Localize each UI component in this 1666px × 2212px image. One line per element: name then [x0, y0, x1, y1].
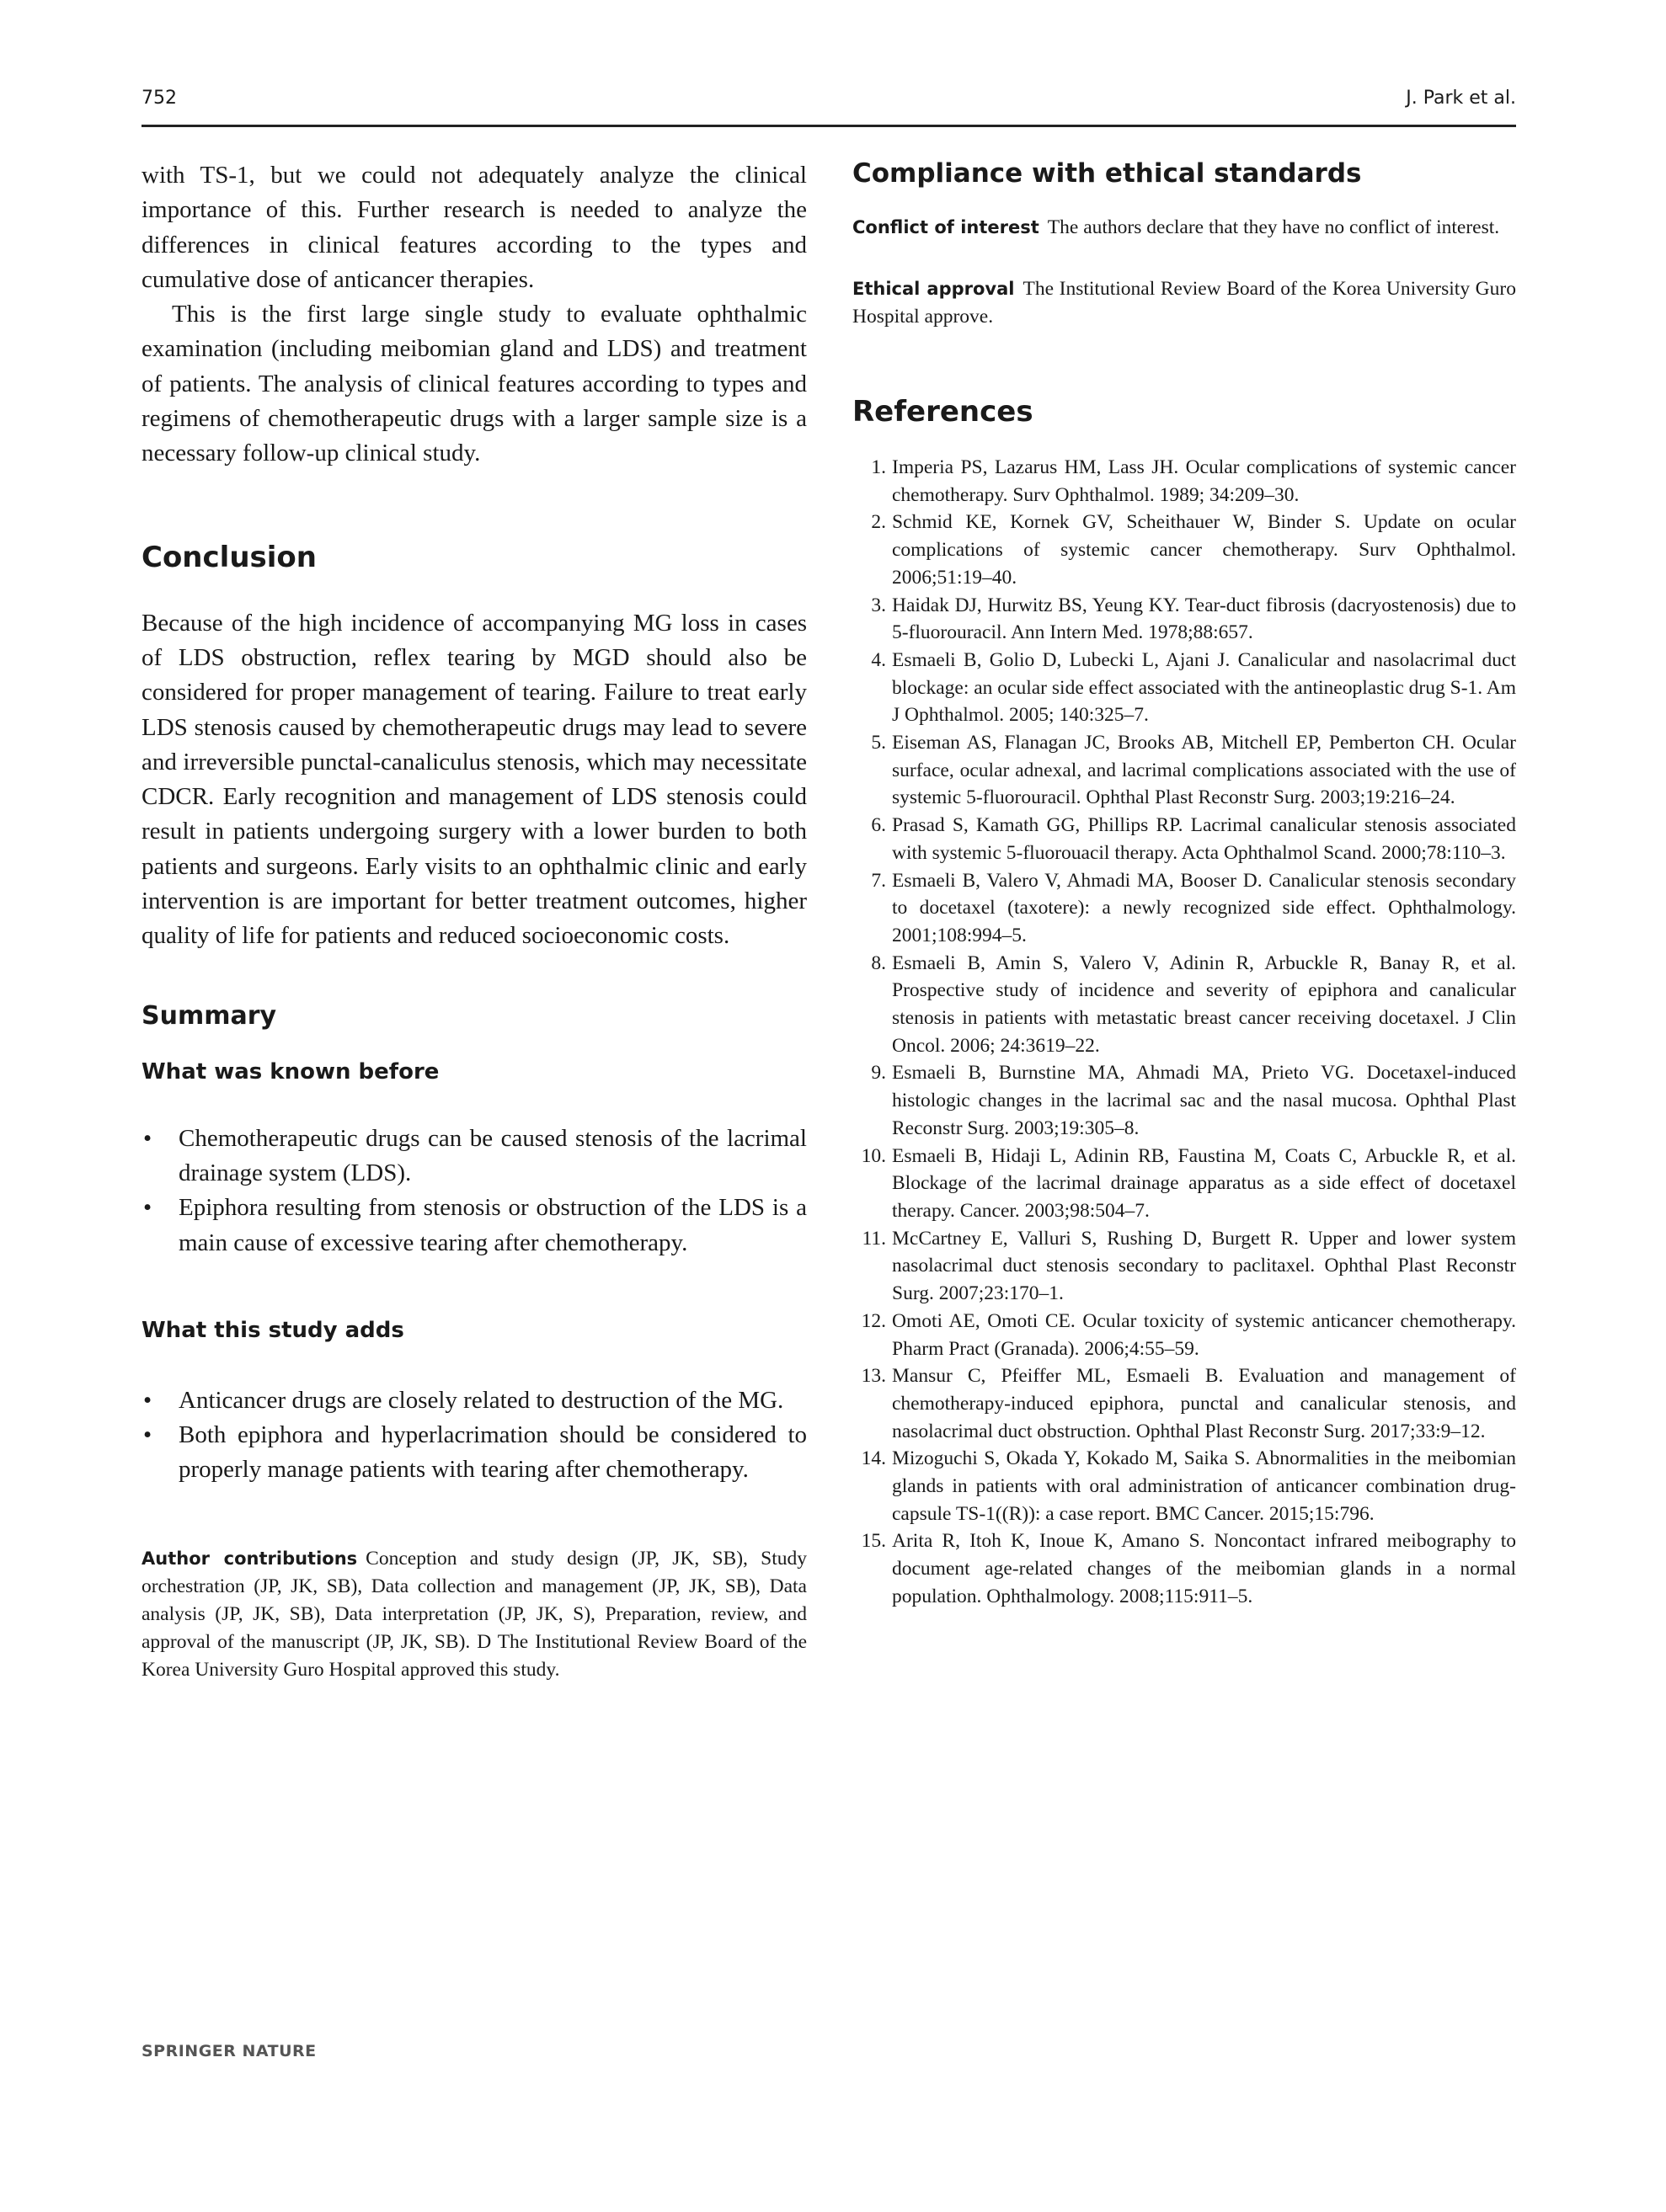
reference-text: Eiseman AS, Flanagan JC, Brooks AB, Mitchell EP, Pemberton CH. Ocular surface, ocular adnexal, and lacrimal complications associated with the use of systemic 5-fluorouracil. Ophthal Plast Reconstr Surg. 2003;19:216–24.: [892, 732, 1516, 809]
reference-text: Haidak DJ, Hurwitz BS, Yeung KY. Tear-duct fibrosis (dacryostenosis) due to 5-fluorouracil. Ann Intern Med. 1978;88:657.: [892, 594, 1516, 644]
reference-number: 13.: [861, 1365, 886, 1388]
reference-item: [852, 1143, 1516, 1225]
left-column: [142, 158, 807, 1684]
bullet-icon: •: [143, 1421, 152, 1449]
study-adds-list: [142, 1383, 807, 1488]
reference-item: [852, 647, 1516, 729]
header-rule: [142, 125, 1516, 127]
reference-item: [852, 1059, 1516, 1142]
known-before-heading: What was known before: [142, 1058, 440, 1085]
reference-text: Esmaeli B, Valero V, Ahmadi MA, Booser D. Canalicular stenosis secondary to docetaxel (taxotere): a newly recognized side effect. Ophthalmology. 2001;108:994–5.: [892, 869, 1516, 946]
list-item: • Anticancer drugs are closely related to destruction of the MG.: [142, 1383, 807, 1418]
reference-item: [852, 1308, 1516, 1362]
references-list: [852, 454, 1516, 1611]
reference-text: Prasad S, Kamath GG, Phillips RP. Lacrimal canalicular stenosis associated with systemic 5-fluorouacil therapy. Acta Ophthalmol Scand. 2000;78:110–3.: [892, 814, 1516, 864]
springer-nature-logo: SPRINGER NATURE: [142, 2042, 317, 2060]
author-contributions: [142, 1545, 807, 1684]
reference-text: Omoti AE, Omoti CE. Ocular toxicity of systemic anticancer chemotherapy. Pharm Pract (Granada). 2006;4:55–59.: [892, 1309, 1516, 1360]
paragraph-2: This is the first large single study to evaluate ophthalmic examination (including meibomian gland and LDS) and treatment of patients. The analysis of clinical features according to types and regimens of chemotherapeutic drugs with a larger sample size is a necessary follow-up clinical study.: [142, 301, 807, 467]
reference-number: 4.: [871, 648, 886, 671]
ethical-label: Ethical approval: [852, 279, 1015, 299]
conflict-text: The authors declare that they have no conflict of interest.: [1047, 216, 1500, 238]
reference-number: 10.: [861, 1144, 886, 1167]
reference-number: 3.: [871, 594, 886, 616]
known-before-list: [142, 1122, 807, 1261]
reference-text: Arita R, Itoh K, Inoue K, Amano S. Noncontact infrared meibography to document age-related changes of the meibomian glands in a normal population. Ophthalmology. 2008;115:911–5.: [892, 1530, 1516, 1607]
reference-item: [852, 1445, 1516, 1527]
reference-item: [852, 592, 1516, 647]
study-adds-heading: What this study adds: [142, 1317, 404, 1343]
list-item: • Both epiphora and hyperlacrimation should be considered to properly manage patients with tearing after chemotherapy.: [142, 1418, 807, 1488]
reference-item: [852, 1362, 1516, 1445]
page-number: 752: [142, 88, 177, 109]
author-contributions-label: Author contributions: [142, 1548, 358, 1569]
conclusion-text: Because of the high incidence of accompanying MG loss in cases of LDS obstruction, reflex tearing by MGD should also be considered for proper management of tearing. Failure to treat early LDS stenosis caused by chemotherapeutic drugs may lead to severe and irreversible punctal-canaliculus stenosis, which may necessitate CDCR. Early recognition and management of LDS stenosis could result in patients undergoing surgery with a lower burden to both patients and surgeons. Early visits to an ophthalmic clinic and early intervention is are important for better treatment outcomes, higher quality of life for patients and reduced socioeconomic costs.: [142, 609, 807, 950]
reference-number: 1.: [871, 456, 886, 478]
reference-item: [852, 509, 1516, 591]
reference-item: [852, 812, 1516, 866]
bullet-icon: •: [143, 1386, 152, 1414]
bullet-icon: •: [143, 1194, 152, 1222]
ethical-text: The Institutional Review Board of the Korea University Guro Hospital approve.: [852, 278, 1516, 328]
conflict-of-interest: [852, 214, 1516, 242]
reference-item: [852, 950, 1516, 1060]
reference-item: [852, 729, 1516, 812]
page-header: [142, 88, 1516, 130]
reference-number: 14.: [861, 1447, 886, 1470]
bullet-icon: •: [143, 1124, 152, 1152]
reference-text: Imperia PS, Lazarus HM, Lass JH. Ocular complications of systemic cancer chemotherapy. Surv Ophthalmol. 1989; 34:209–30.: [892, 456, 1516, 506]
reference-number: 8.: [871, 951, 886, 974]
summary-heading: Summary: [142, 1000, 277, 1031]
conflict-label: Conflict of interest: [852, 217, 1039, 237]
paragraph-1: with TS-1, but we could not adequately analyze the clinical importance of this. Further research is needed to analyze the differences in clinical features according to the types and cumulative dose of anticancer therapies.: [142, 162, 807, 293]
reference-text: Mansur C, Pfeiffer ML, Esmaeli B. Evaluation and management of chemotherapy-induced epiphora, punctal and canalicular stenosis, and nasolacrimal duct obstruction. Ophthal Plast Reconstr Surg. 2017;33:9–12.: [892, 1365, 1516, 1442]
author-contributions-text: Conception and study design (JP, JK, SB), Study orchestration (JP, JK, SB), Data collection and management (JP, JK, SB), Data analysis (JP, JK, SB), Data interpretation (JP, JK, S), Preparation, review, and approval of the manuscript (JP, JK, SB). D The Institutional Review Board of the Korea University Guro Hospital approved this study.: [142, 1547, 807, 1681]
reference-item: [852, 1527, 1516, 1610]
right-column: [852, 158, 1516, 1611]
reference-item: [852, 867, 1516, 950]
reference-item: [852, 1225, 1516, 1308]
reference-text: McCartney E, Valluri S, Rushing D, Burgett R. Upper and lower system nasolacrimal duct stenosis secondary to paclitaxel. Ophthal Plast Reconstr Surg. 2007;23:170–1.: [892, 1227, 1516, 1305]
reference-number: 6.: [871, 814, 886, 837]
conclusion-heading: Conclusion: [142, 540, 317, 574]
reference-text: Esmaeli B, Burnstine MA, Ahmadi MA, Prieto VG. Docetaxel-induced histologic changes in the lacrimal sac and the nasal mucosa. Ophthal Plast Reconstr Surg. 2003;19:305–8.: [892, 1062, 1516, 1139]
reference-number: 12.: [861, 1309, 886, 1332]
reference-number: 11.: [862, 1227, 886, 1250]
compliance-heading: Compliance with ethical standards: [852, 158, 1362, 189]
reference-number: 5.: [871, 732, 886, 754]
reference-text: Schmid KE, Kornek GV, Scheithauer W, Binder S. Update on ocular complications of systemic cancer chemotherapy. Surv Ophthalmol. 2006;51:19–40.: [892, 511, 1516, 589]
reference-text: Mizoguchi S, Okada Y, Kokado M, Saika S. Abnormalities in the meibomian glands in patients with oral administration of anticancer combination drug-capsule TS-1((R)): a case report. BMC Cancer. 2015;15:796.: [892, 1447, 1516, 1525]
reference-text: Esmaeli B, Hidaji L, Adinin RB, Faustina M, Coats C, Arbuckle R, et al. Blockage of the lacrimal drainage apparatus as a side effect of docetaxel therapy. Cancer. 2003;98:504–7.: [892, 1144, 1516, 1222]
list-item: • Chemotherapeutic drugs can be caused stenosis of the lacrimal drainage system (LDS).: [142, 1122, 807, 1191]
reference-number: 2.: [871, 511, 886, 534]
running-head: J. Park et al.: [1406, 88, 1516, 109]
reference-number: 7.: [871, 869, 886, 892]
reference-text: Esmaeli B, Amin S, Valero V, Adinin R, Arbuckle R, Banay R, et al. Prospective study of incidence and severity of epiphora and canalicular stenosis in patients with metastatic breast cancer receiving docetaxel. J Clin Oncol. 2006; 24:3619–22.: [892, 951, 1516, 1057]
references-heading: References: [852, 395, 1033, 429]
ethical-approval: [852, 275, 1516, 331]
reference-number: 15.: [861, 1530, 886, 1553]
list-item: • Epiphora resulting from stenosis or obstruction of the LDS is a main cause of excessive tearing after chemotherapy.: [142, 1191, 807, 1261]
reference-item: [852, 454, 1516, 509]
reference-text: Esmaeli B, Golio D, Lubecki L, Ajani J. Canalicular and nasolacrimal duct blockage: an ocular side effect associated with the antineoplastic drug S-1. Am J Ophthalmol. 2005; 140:325–7.: [892, 648, 1516, 727]
reference-number: 9.: [871, 1062, 886, 1085]
